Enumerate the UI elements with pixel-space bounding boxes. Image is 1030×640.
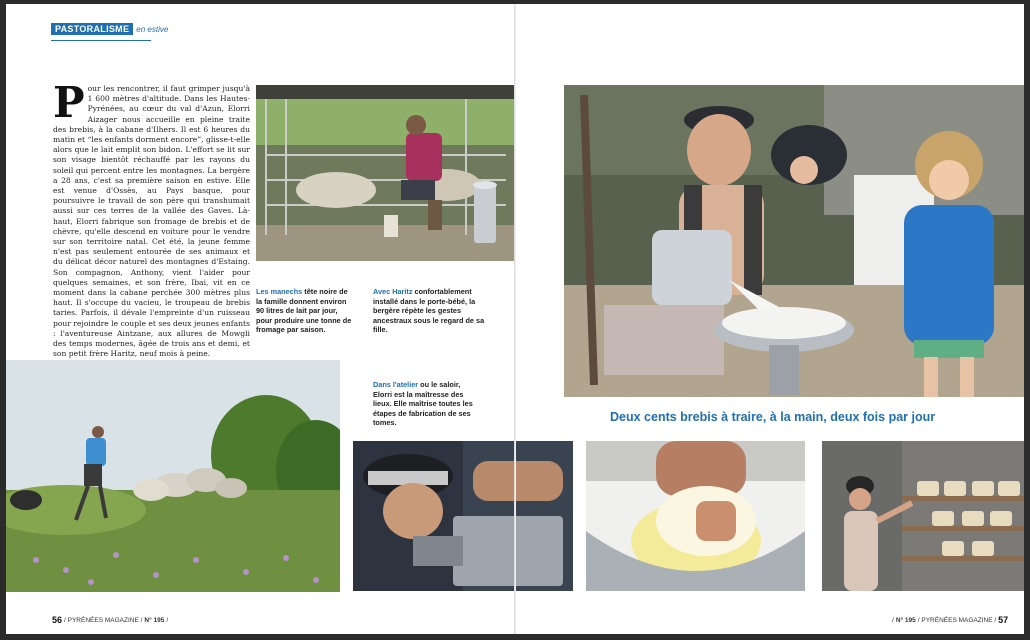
photo-headline: Deux cents brebis à traire, à la main, deux fois par jour — [610, 410, 936, 424]
drop-cap: P — [53, 78, 85, 127]
magazine-spread — [6, 4, 1024, 634]
caption-lead: Les manechs — [256, 287, 303, 296]
milking-photo — [256, 85, 515, 261]
page-number-left: 56 — [52, 615, 63, 625]
folio-right — [892, 615, 1008, 625]
section-subtag: en estive — [136, 24, 169, 34]
caption-lead: Dans l'atelier — [373, 380, 419, 389]
meadow-sheep-photo — [6, 360, 340, 592]
rubric-rule — [51, 40, 151, 41]
caption-lead: Avec Haritz — [373, 287, 413, 296]
mother-pouring-milk-photo — [564, 85, 1024, 397]
caption-haritz — [373, 287, 485, 335]
caption-text: tête noire de la famille donnent environ 90 litres de lait par jour, pour produire une tonne de fromage par saison. — [256, 287, 352, 335]
caption-atelier — [373, 380, 475, 428]
magazine-name-right: / PYRÉNÉES MAGAZINE / — [917, 616, 997, 624]
page-number-right: 57 — [998, 615, 1009, 625]
cheese-mould-photo — [586, 441, 805, 591]
section-rubric — [51, 22, 168, 36]
issue-number-right: N° 195 — [895, 616, 916, 624]
issue-number-left: N° 195 — [144, 616, 165, 624]
caption-text: ou le saloir, Elorri est la maîtresse des lieux. Elle maîtrise toutes les étapes de fabrication de ses tomes. — [373, 380, 473, 428]
section-tag: PASTORALISME — [51, 23, 133, 35]
folio-left — [52, 615, 168, 625]
magazine-name-left: / PYRÉNÉES MAGAZINE / — [64, 616, 143, 624]
cheese-cellar-photo — [822, 441, 1024, 591]
caption-manechs — [256, 287, 354, 335]
caption-text: confortablement installé dans le porte-bébé, la bergère répète les gestes ancestraux sous le regard de sa fille. — [373, 287, 485, 335]
folio-slash-left: / — [166, 616, 169, 624]
right-page — [516, 4, 1024, 634]
left-page — [6, 4, 514, 634]
article-body — [53, 78, 250, 359]
folio-slash-right: / — [892, 616, 894, 624]
article-text: our les rencontrer, il faut grimper jusqu'à 1 600 mètres d'altitude. Dans les Hautes-Pyrénées, au cœur du val d'Azun, Elorri Aizager nous accueille en pleine traite des brebis, à la cabane d'Ilhers. Il est 6 heures du matin et “les enfants dorment encore”, glisse-t-elle alors que le lait emplit son bidon. L'effort se lit sur son visage bientôt réchauffé par les rayons du soleil qui percent entre les montagnes. La bergère a 28 ans, c'est sa première saison en estive. Elle est venue d'Ossès, au Pays basque, pour poursuivre le travail de son père qui transhumait aussi sur ces terres de la vallée des Gaves. Là-haut, Elorri fabrique son fromage de brebis et de chèvre, qu'elle descend en voiture pour le vendre sur son territoire natal. Cet été, la jeune femme n'est pas seulement entourée de ses animaux et du délicat décor naturel des montagnes d'Estaing. Son compagnon, Anthony, vient l'aider pour quelques semaines, et son frère, Ibai, vit en ce moment dans la cabane perchée 300 mètres plus haut. Il s'occupe du vacieu, le troupeau de brebis taries. Parfois, il dévale l'empreinte d'un ruisseau pour rejoindre le couple et ses deux jeunes enfants : l'aventureuse Aintzane, aux allures de Mowgli des temps modernes, âgée de trois ans et demi, et son petit frère Haritz, neuf mois à peine. — [53, 84, 250, 359]
